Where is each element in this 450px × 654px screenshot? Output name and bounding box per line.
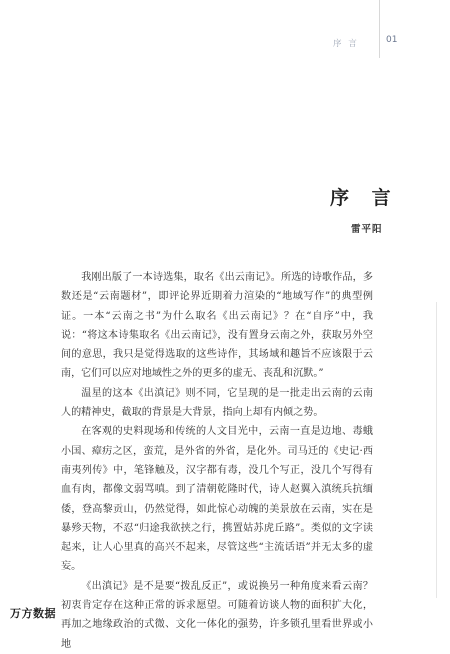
paragraph: 温星的这本《出滇记》则不同，它呈现的是一批走出云南的云南人的精神史，截取的背景是大背景，指向上却有内倾之势。 [61, 387, 373, 419]
watermark-text: 万方数据 [10, 607, 56, 620]
page-number: 01 [386, 35, 398, 45]
page-title: 序 言 [330, 187, 399, 209]
margin-rule [436, 302, 437, 598]
running-head: 序 言 [333, 39, 359, 49]
paragraph: 在客观的史料现场和传统的人文目光中，云南一直是边地、毒蛾小国、瘴疠之区，蛮荒，是外省的外省，是化外。司马迁的《史记·西南夷列传》中，笔锋触及，汉字都有毒，没几个写正，没几个写得有血有肉，都像文弱骂嗔。到了清朝乾隆时代，诗人赵翼入滇统兵抗缅倭，登高黎贡山，仍然觉得，如此惊心动魄的美景放在云南，实在是暴殄天物，不忍“归途我欲挟之行，携置姑苏虎丘路”。类似的文字读起来，让人心里真的高兴不起来，尽管这些“主流话语”并无太多的虚妄。 [61, 426, 373, 573]
author-name: 雷平阳 [351, 224, 383, 235]
body-text [61, 268, 373, 654]
paragraph: 我刚出版了一本诗选集，取名《出云南记》。所选的诗歌作品，多数还是“云南题材”，即评论界近期着力渲染的“地域写作”的典型例证。一本“云南之书”为什么取名《出云南记》？在“自序”中，我说：“将这本诗集取名《出云南记》，没有置身云南之外，获取另外空间的意思，我只是觉得选取的这些诗作，其场域和趣旨不应该限于云南，它们可以应对地域性之外的更多的虚无、丧乱和沉默。” [61, 272, 373, 380]
header-corner-line [379, 0, 380, 58]
paragraph: 《出滇记》是不是要“拨乱反正”，或说换另一种角度来看云南？初衷肯定存在这种正常的诉求愿望。可随着访谈人物的面积扩大化，再加之地缘政治的式微、文化一体化的强势，许多锁孔里看世界或小地 [61, 580, 373, 650]
